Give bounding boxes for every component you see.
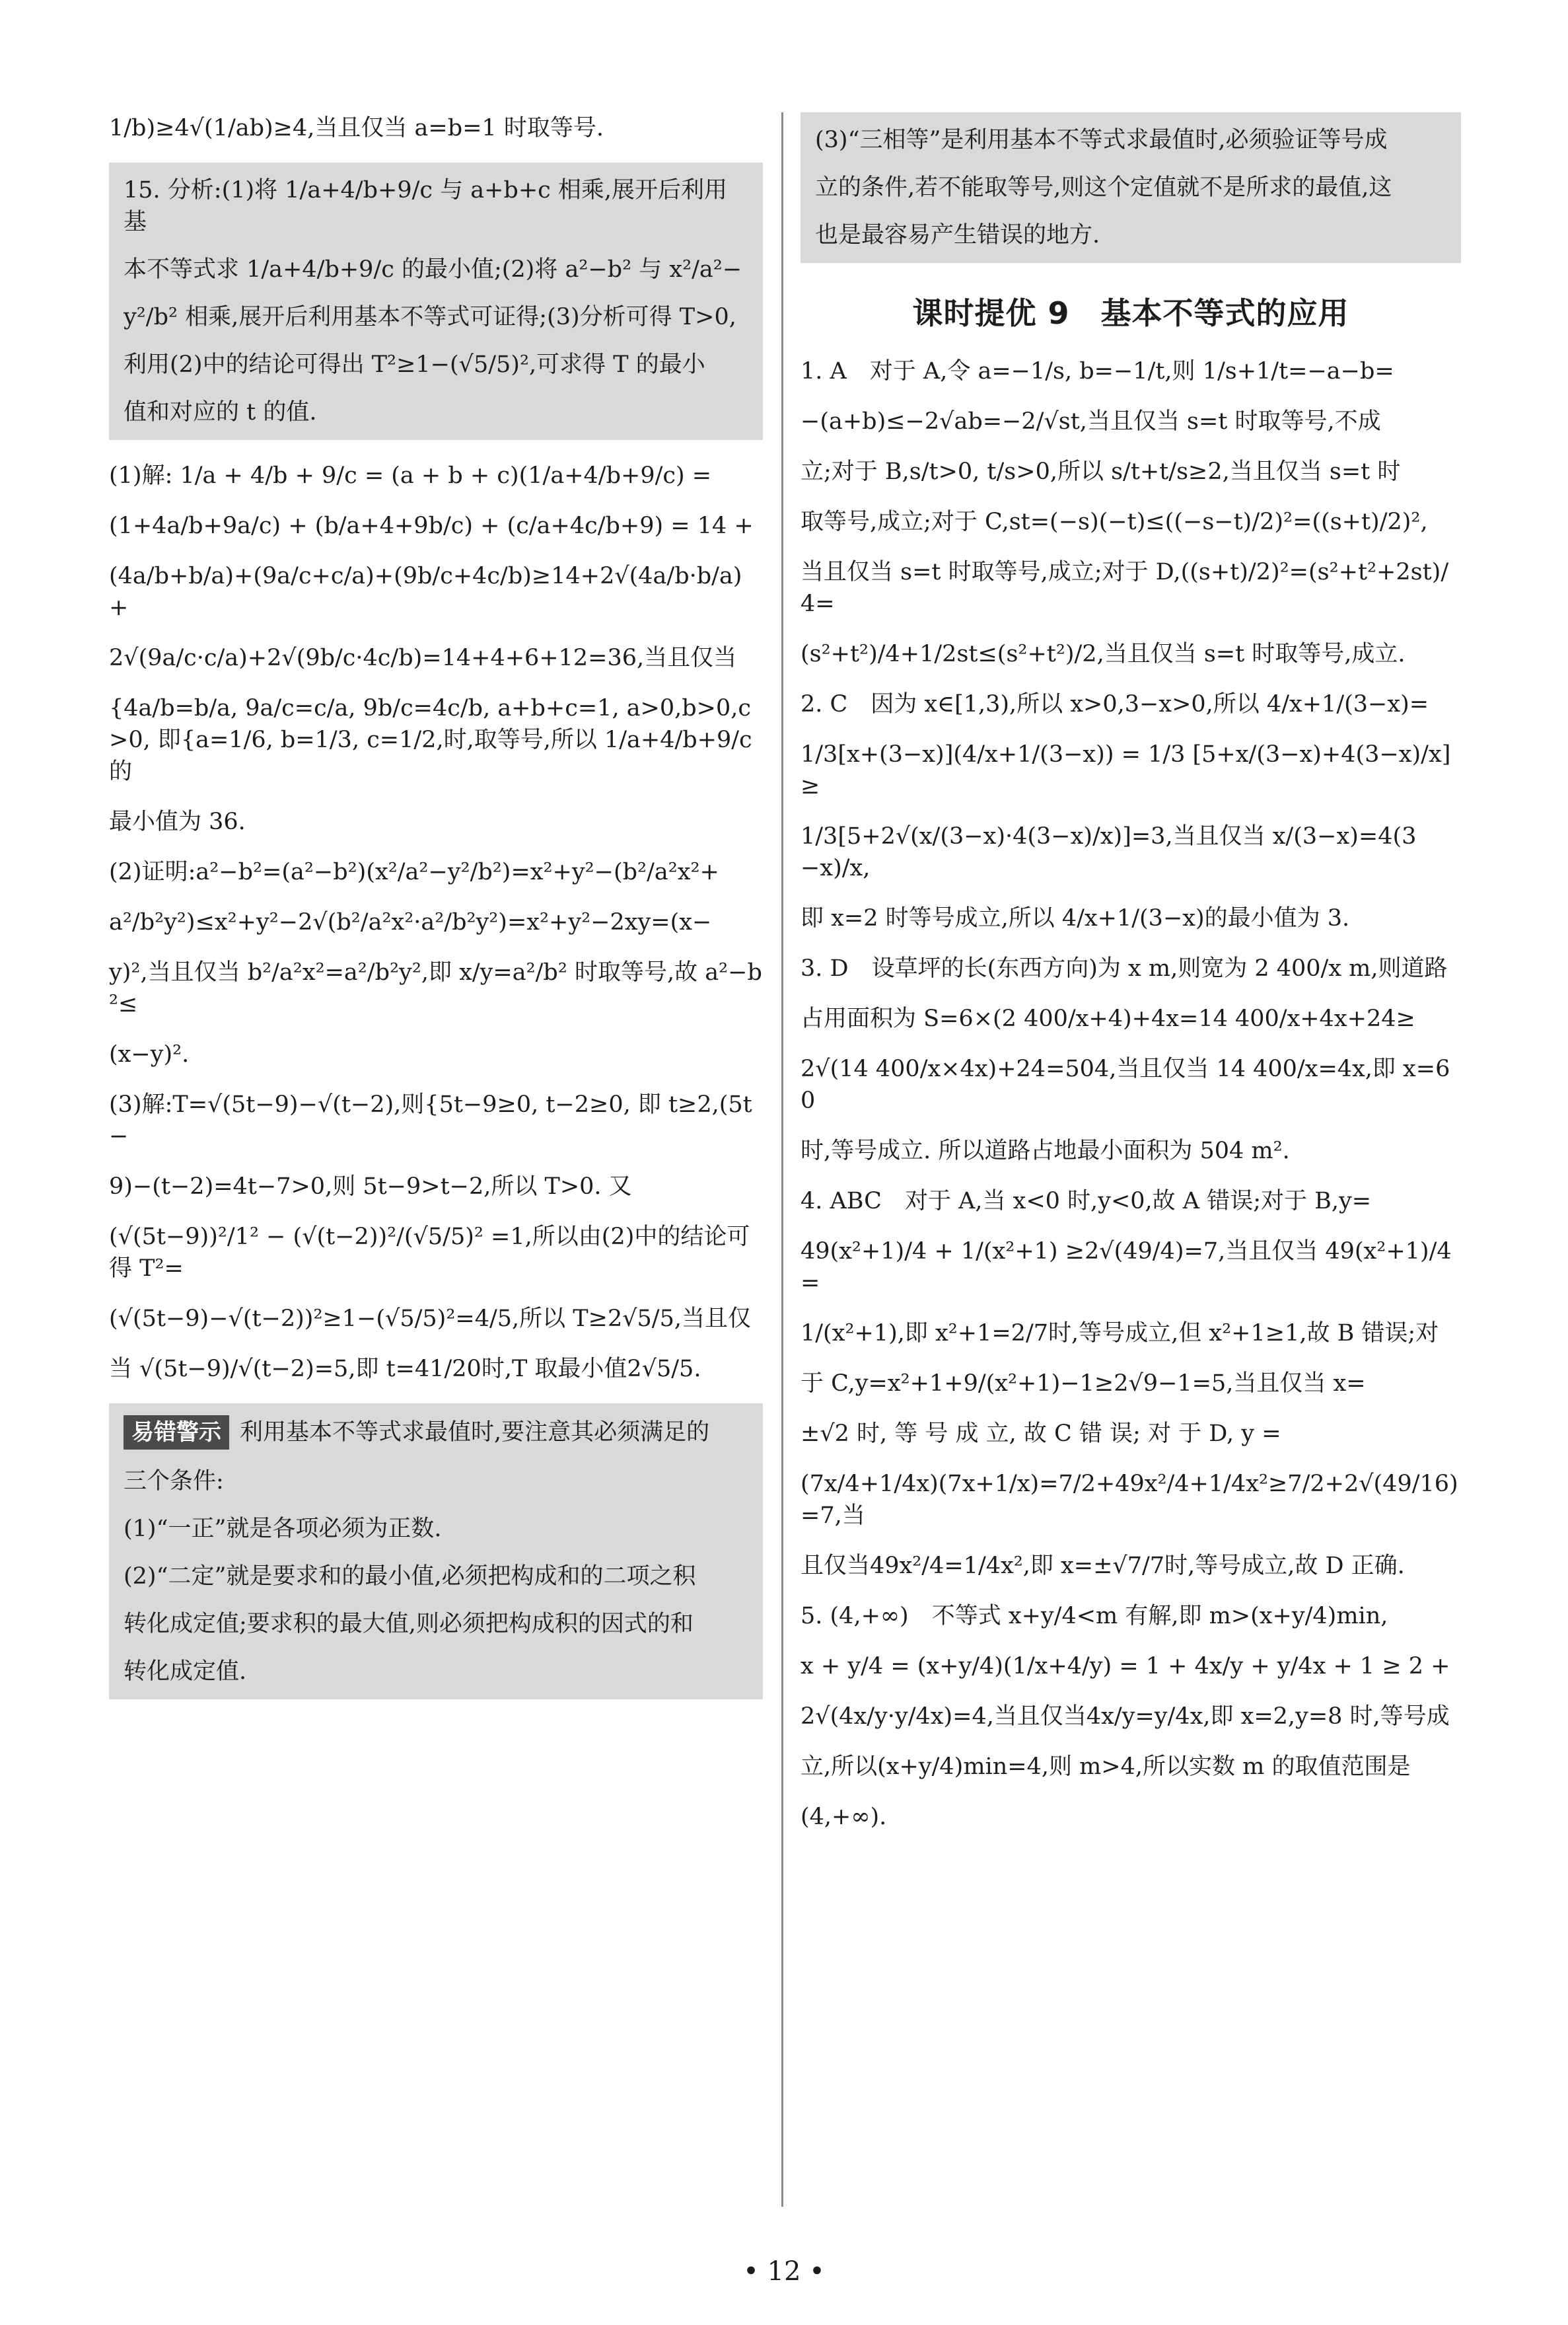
- answer-line: ±√2 时, 等 号 成 立, 故 C 错 误; 对 于 D, y =: [801, 1421, 1281, 1447]
- box-line: 也是最容易产生错误的地方.: [815, 222, 1100, 248]
- answer-line: 1. A 对于 A,令 a=−1/s, b=−1/t,则 1/s+1/t=−a−b=: [801, 358, 1394, 385]
- warning-label: 易错警示: [124, 1415, 229, 1450]
- answer-line: 占用面积为 S=6×(2 400/x+4)+4x=14 400/x+4x+24≥: [801, 1006, 1415, 1032]
- answer-line: 5. (4,+∞) 不等式 x+y/4<m 有解,即 m>(x+y/4)min,: [801, 1603, 1388, 1629]
- warning-text: 利用基本不等式求最值时,要注意其必须满足的: [240, 1419, 710, 1446]
- answer-line: 4. ABC 对于 A,当 x<0 时,y<0,故 A 错误;对于 B,y=: [801, 1188, 1372, 1214]
- question-3: [801, 953, 1461, 1167]
- answer-line: (7x/4+1/4x)(7x+1/x)=7/2+49x²/4+1/4x²≥7/2+2√(49/16)=7,当: [801, 1471, 1458, 1529]
- proof-line: a²/b²y²)≤x²+y²−2√(b²/a²x²·a²/b²y²)=x²+y²−2xy=(x−: [109, 909, 712, 936]
- solution-line: (1+4a/b+9a/c) + (b/a+4+9b/c) + (c/a+4c/b+9) = 14 +: [109, 513, 754, 539]
- analysis-line: 值和对应的 t 的值.: [124, 399, 317, 425]
- continued-solution-line: 1/b)≥4√(1/ab)≥4,当且仅当 a=b=1 时取等号.: [109, 115, 604, 141]
- warning-box: [109, 1403, 763, 1699]
- proof-line: y)²,当且仅当 b²/a²x²=a²/b²y²,即 x/y=a²/b² 时取等号,故 a²−b²≤: [109, 959, 762, 1017]
- solution-system-line: {4a/b=b/a, 9a/c=c/a, 9b/c=4c/b, a+b+c=1, a>0,b>0,c>0, 即{a=1/6, b=1/3, c=1/2,时,取等号,所以 1/a+4/b+9/c 的: [109, 695, 752, 785]
- solution-line: 9)−(t−2)=4t−7>0,则 5t−9>t−2,所以 T>0. 又: [109, 1173, 632, 1200]
- answer-line: 1/(x²+1),即 x²+1=2/7时,等号成立,但 x²+1≥1,故 B 错误;对: [801, 1320, 1439, 1347]
- answer-line: 2√(4x/y·y/4x)=4,当且仅当4x/y=y/4x,即 x=2,y=8 时,等号成: [801, 1703, 1450, 1730]
- answer-line: (s²+t²)/4+1/2st≤(s²+t²)/2,当且仅当 s=t 时取等号,成立.: [801, 641, 1406, 667]
- question-1: [801, 355, 1461, 670]
- question-5: [801, 1600, 1461, 1833]
- answer-line: 1/3[5+2√(x/(3−x)·4(3−x)/x)]=3,当且仅当 x/(3−x)=4(3−x)/x,: [801, 823, 1417, 881]
- proof-line: (x−y)².: [109, 1041, 190, 1068]
- proof-part-2: [109, 856, 763, 1070]
- answer-line: 2√(14 400/x×4x)+24=504,当且仅当 14 400/x=4x,即 x=60: [801, 1056, 1450, 1114]
- answer-line: 2. C 因为 x∈[1,3),所以 x>0,3−x>0,所以 4/x+1/(3−x)=: [801, 691, 1429, 718]
- answer-line: 立,所以(x+y/4)min=4,则 m>4,所以实数 m 的取值范围是: [801, 1753, 1411, 1780]
- analysis-line: 本不等式求 1/a+4/b+9/c 的最小值;(2)将 a²−b² 与 x²/a²−: [124, 256, 742, 283]
- question-4: [801, 1185, 1461, 1582]
- warning-line: (1)“一正”就是各项必须为正数.: [124, 1516, 442, 1542]
- page-number: • 12 •: [743, 2256, 825, 2287]
- right-column: [801, 112, 1461, 1851]
- answer-line: 时,等号成立. 所以道路占地最小面积为 504 m².: [801, 1138, 1290, 1164]
- answer-line: 当且仅当 s=t 时取等号,成立;对于 D,((s+t)/2)²=(s²+t²+2st)/4=: [801, 559, 1449, 617]
- proof-line: (2)证明:a²−b²=(a²−b²)(x²/a²−y²/b²)=x²+y²−(b²/a²x²+: [109, 859, 719, 885]
- solution-line: 2√(9a/c·c/a)+2√(9b/c·4c/b)=14+4+6+12=36,当且仅当: [109, 645, 737, 671]
- answer-line: 立;对于 B,s/t>0, t/s>0,所以 s/t+t/s≥2,当且仅当 s=t 时: [801, 459, 1401, 485]
- solution-line: 当 √(5t−9)/√(t−2)=5,即 t=41/20时,T 取最小值2√5/5.: [109, 1356, 701, 1382]
- answer-line: 3. D 设草坪的长(东西方向)为 x m,则宽为 2 400/x m,则道路: [801, 955, 1448, 982]
- answer-line: 即 x=2 时等号成立,所以 4/x+1/(3−x)的最小值为 3.: [801, 905, 1350, 932]
- solution-line: 最小值为 36.: [109, 809, 246, 835]
- answer-line: (4,+∞).: [801, 1804, 887, 1830]
- analysis-line: 利用(2)中的结论可得出 T²≥1−(√5/5)²,可求得 T 的最小: [124, 351, 705, 378]
- answer-line: 49(x²+1)/4 + 1/(x²+1) ≥2√(49/4)=7,当且仅当 49(x²+1)/4 =: [801, 1238, 1452, 1296]
- solution-part-3: [109, 1089, 763, 1385]
- box-line: (3)“三相等”是利用基本不等式求最值时,必须验证等号成: [815, 127, 1388, 153]
- answer-line: 1/3[x+(3−x)](4/x+1/(3−x)) = 1/3 [5+x/(3−x)+4(3−x)/x]≥: [801, 741, 1451, 799]
- answer-line: x + y/4 = (x+y/4)(1/x+4/y) = 1 + 4x/y + y/4x + 1 ≥ 2 +: [801, 1653, 1450, 1679]
- analysis-line: y²/b² 相乘,展开后利用基本不等式可证得;(3)分析可得 T>0,: [124, 304, 736, 330]
- analysis-box: [109, 163, 763, 440]
- warning-first-line: [124, 1415, 748, 1450]
- answer-line: 于 C,y=x²+1+9/(x²+1)−1≥2√9−1=5,当且仅当 x=: [801, 1370, 1366, 1397]
- warning-line: 转化成定值;要求积的最大值,则必须把构成积的因式的和: [124, 1611, 694, 1637]
- left-column: [109, 112, 763, 1719]
- solution-line: (√(5t−9)−√(t−2))²≥1−(√5/5)²=4/5,所以 T≥2√5/5,当且仅: [109, 1306, 751, 1332]
- solution-line: (3)解:T=√(5t−9)−√(t−2),则{5t−9≥0, t−2≥0, 即 t≥2,(5t−: [109, 1091, 752, 1150]
- answer-line: 且仅当49x²/4=1/4x²,即 x=±√7/7时,等号成立,故 D 正确.: [801, 1553, 1405, 1579]
- solution-line: (√(5t−9))²/1² − (√(t−2))²/(√5/5)² =1,所以由(2)中的结论可得 T²=: [109, 1224, 750, 1282]
- question-2: [801, 688, 1461, 934]
- warning-line: 转化成定值.: [124, 1658, 247, 1685]
- analysis-line: 15. 分析:(1)将 1/a+4/b+9/c 与 a+b+c 相乘,展开后利用基: [124, 177, 728, 235]
- column-divider: [781, 112, 783, 2207]
- answer-line: −(a+b)≤−2√ab=−2/√st,当且仅当 s=t 时取等号,不成: [801, 408, 1381, 435]
- three-equal-box: [801, 112, 1461, 263]
- solution-line: (1)解: 1/a + 4/b + 9/c = (a + b + c)(1/a+4/b+9/c) =: [109, 462, 712, 489]
- answer-line: 取等号,成立;对于 C,st=(−s)(−t)≤((−s−t)/2)²=((s+t)/2)²,: [801, 509, 1428, 535]
- warning-line: 三个条件:: [124, 1468, 224, 1495]
- warning-line: (2)“二定”就是要求和的最小值,必须把构成和的二项之积: [124, 1563, 696, 1590]
- solution-part-1: [109, 460, 763, 838]
- box-line: 立的条件,若不能取等号,则这个定值就不是所求的最值,这: [815, 174, 1392, 201]
- solution-line: (4a/b+b/a)+(9a/c+c/a)+(9b/c+4c/b)≥14+2√(4a/b·b/a) +: [109, 563, 742, 621]
- section-heading: 课时提优 9 基本不等式的应用: [912, 295, 1349, 331]
